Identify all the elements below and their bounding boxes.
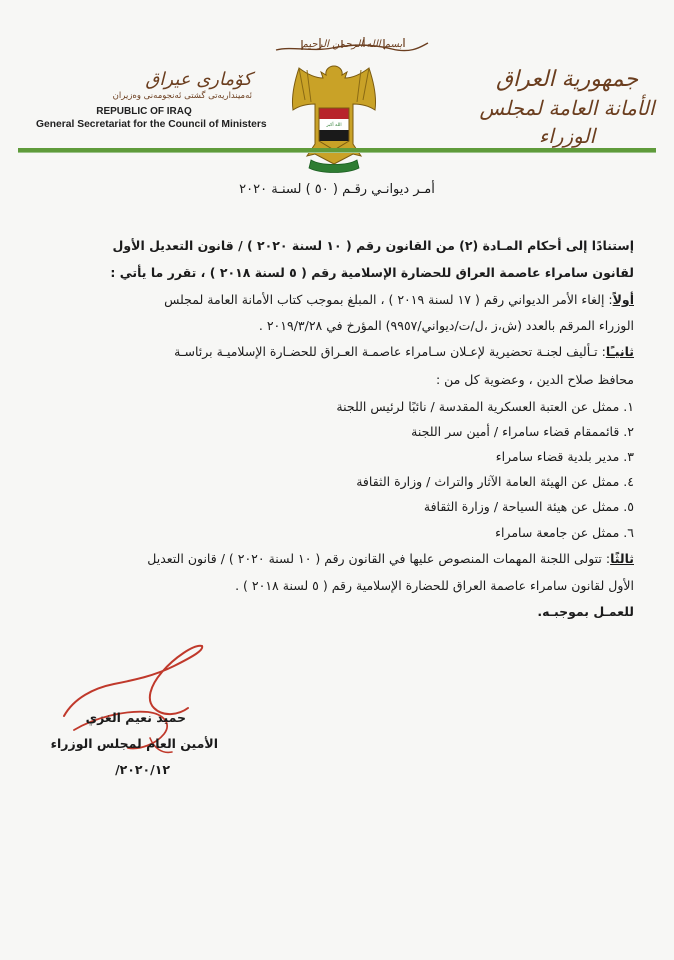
intro-line-2: لقانون سامراء عاصمة العراق للحضارة الإسلامية رقم ( ٥ لسنة ٢٠١٨ ) ، تقرر ما يأتي : <box>110 265 634 280</box>
order-title: أمـر ديوانـي رقـم ( ٥٠ ) لسنـة ٢٠٢٠ <box>239 182 435 197</box>
committee-member: ٣. مدير بلدية قضاء سامراء <box>495 449 634 464</box>
clause-first-label: أولاً <box>612 292 634 307</box>
closing-line: للعمـل بموجبـه. <box>537 604 634 619</box>
emblem-banner-text: الله أكبر <box>326 123 342 128</box>
clause-first-text: : إلغاء الأمر الديواني رقم ( ١٧ لسنة ٢٠١٩ ) ، المبلغ بموجب كتاب الأمانة العامة لمجلس <box>164 292 613 307</box>
basmala-text: بسم الله الرحمن الرحيم <box>301 39 403 50</box>
clause-first-line-2: الوزراء المرقم بالعدد (ش،ز ،ل/ت/ديواني/٩٩٥٧) المؤرخ في ٢٠١٩/٣/٢٨ . <box>258 318 634 333</box>
clause-second-line-2: محافظ صلاح الدين ، وعضوية كل من : <box>435 372 634 387</box>
eagle-emblem-icon <box>285 60 383 178</box>
signatory-name: حميد نعيم الغزي <box>85 710 186 725</box>
header-kurdish-english-block <box>36 69 267 131</box>
clause-second-line-1 <box>40 344 634 359</box>
committee-member: ٥. ممثل عن هيئة السياحة / وزارة الثقافة <box>423 499 634 514</box>
header-arabic-block <box>474 66 660 150</box>
committee-member: ٦. ممثل عن جامعة سامراء <box>495 525 634 540</box>
clause-first-line-1 <box>40 292 634 307</box>
basmala-calligraphy <box>272 34 432 56</box>
clause-third-text: : تتولى اللجنة المهمات المنصوص عليها في القانون رقم ( ١٠ لسنة ٢٠٢٠ ) / قانون التعديل <box>147 551 611 566</box>
signatory-position: الأمين العام لمجلس الوزراء <box>50 736 218 751</box>
header-divider-thin <box>18 152 656 153</box>
header-country-ku: كۆماری عیراق <box>145 69 252 90</box>
clause-third-label: ثالثًا <box>610 551 634 566</box>
header-country-ar: جمهورية العراق <box>495 67 639 92</box>
clause-third-line-1 <box>40 551 634 566</box>
header-secretariat-ar: الأمانة العامة لمجلس الوزراء <box>479 96 655 148</box>
committee-member: ٢. قائممقام قضاء سامراء / أمين سر اللجنة <box>411 424 634 439</box>
clause-second-text: : تـأليف لجنـة تحضيرية لإعـلان سـامراء عاصمـة العـراق للحضـارة الإسلاميـة برئاسـة <box>174 344 606 359</box>
header-secretariat-ku: ئه‌مینداریه‌تی گشتی ئه‌نجومه‌نی وه‌زیران <box>112 91 252 101</box>
header-secretariat-en: General Secretariat for the Council of Ministers <box>36 119 267 130</box>
intro-line-1: إستنادًا إلى أحكام المـادة (٢) من القانون رقم ( ١٠ لسنة ٢٠٢٠ ) / قانون التعديل الأول <box>112 238 634 253</box>
committee-member: ١. ممثل عن العتبة العسكرية المقدسة / نائبًا لرئيس اللجنة <box>336 399 634 414</box>
committee-member: ٤. ممثل عن الهيئة العامة الآثار والتراث / وزارة الثقافة <box>356 474 634 489</box>
clause-second-label: ثانيـًا <box>605 344 634 359</box>
signature-date: ٢٠٢٠/١٢/ <box>115 762 170 777</box>
clause-third-line-2: الأول لقانون سامراء عاصمة العراق للحضارة الإسلامية رقم ( ٥ لسنة ٢٠١٨ ) . <box>235 578 634 593</box>
header-country-en: REPUBLIC OF IRAQ <box>96 106 192 117</box>
